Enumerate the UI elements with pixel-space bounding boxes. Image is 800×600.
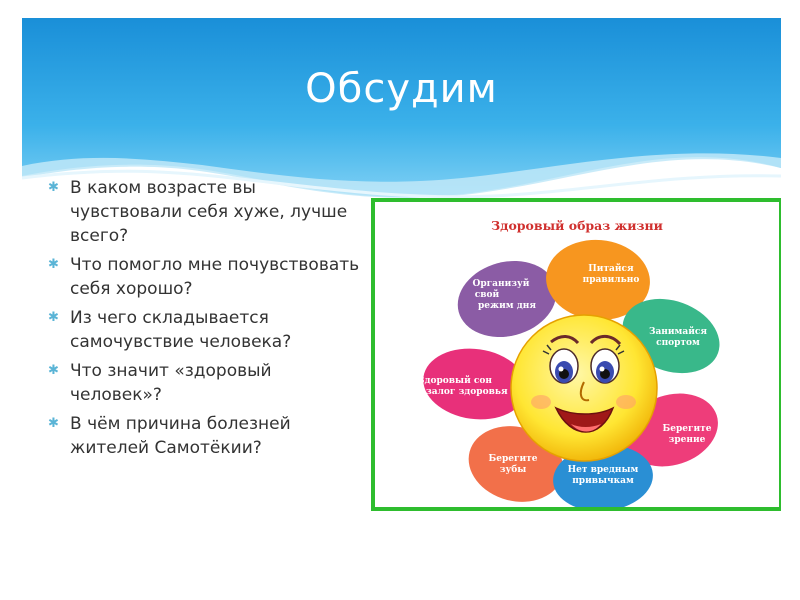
star-bullet-icon: ✱ — [48, 310, 59, 325]
star-bullet-icon: ✱ — [48, 416, 59, 431]
slide-title: Обсудим — [305, 66, 498, 112]
list-item — [44, 412, 364, 460]
svg-text:Берегитезубы: Берегите зубы — [488, 454, 538, 475]
svg-text:Питайсяправильно: Питайся правильно — [582, 264, 640, 285]
svg-text:Берегитезрение: Берегите зрение — [662, 424, 712, 445]
slide — [22, 18, 781, 587]
question-text: Что помогло мне почувствовать себя хорошо? — [70, 255, 360, 299]
list-item — [44, 359, 364, 407]
healthy-lifestyle-flower-image — [371, 198, 781, 511]
flower-illustration — [375, 202, 779, 507]
list-item — [44, 253, 364, 301]
svg-text:Организуйсвойрежим дня: Организуй свой режим дня — [472, 279, 536, 311]
discussion-question-list — [44, 176, 364, 465]
question-text: Из чего складывается самочувствие человека? — [70, 308, 292, 352]
list-item — [44, 176, 364, 248]
question-text: В чём причина болезней жителей Самотёкии? — [70, 414, 291, 458]
svg-text:Занимайсяспортом: Занимайся спортом — [648, 327, 708, 348]
star-bullet-icon: ✱ — [48, 363, 59, 378]
question-text: Что значит «здоровый человек»? — [70, 361, 272, 405]
picture-title: Здоровый образ жизни — [491, 218, 663, 233]
list-item — [44, 306, 364, 354]
smiling-sun-face-icon — [511, 315, 657, 461]
star-bullet-icon: ✱ — [48, 257, 59, 272]
star-bullet-icon: ✱ — [48, 180, 59, 195]
question-text: В каком возрасте вы чувствовали себя хуже, лучше всего? — [70, 178, 348, 246]
svg-text:Здоровый сон– залог здоровья: Здоровый сон – залог здоровья — [418, 376, 508, 397]
svg-text:Нет вреднымпривычкам: Нет вредным привычкам — [567, 465, 639, 486]
